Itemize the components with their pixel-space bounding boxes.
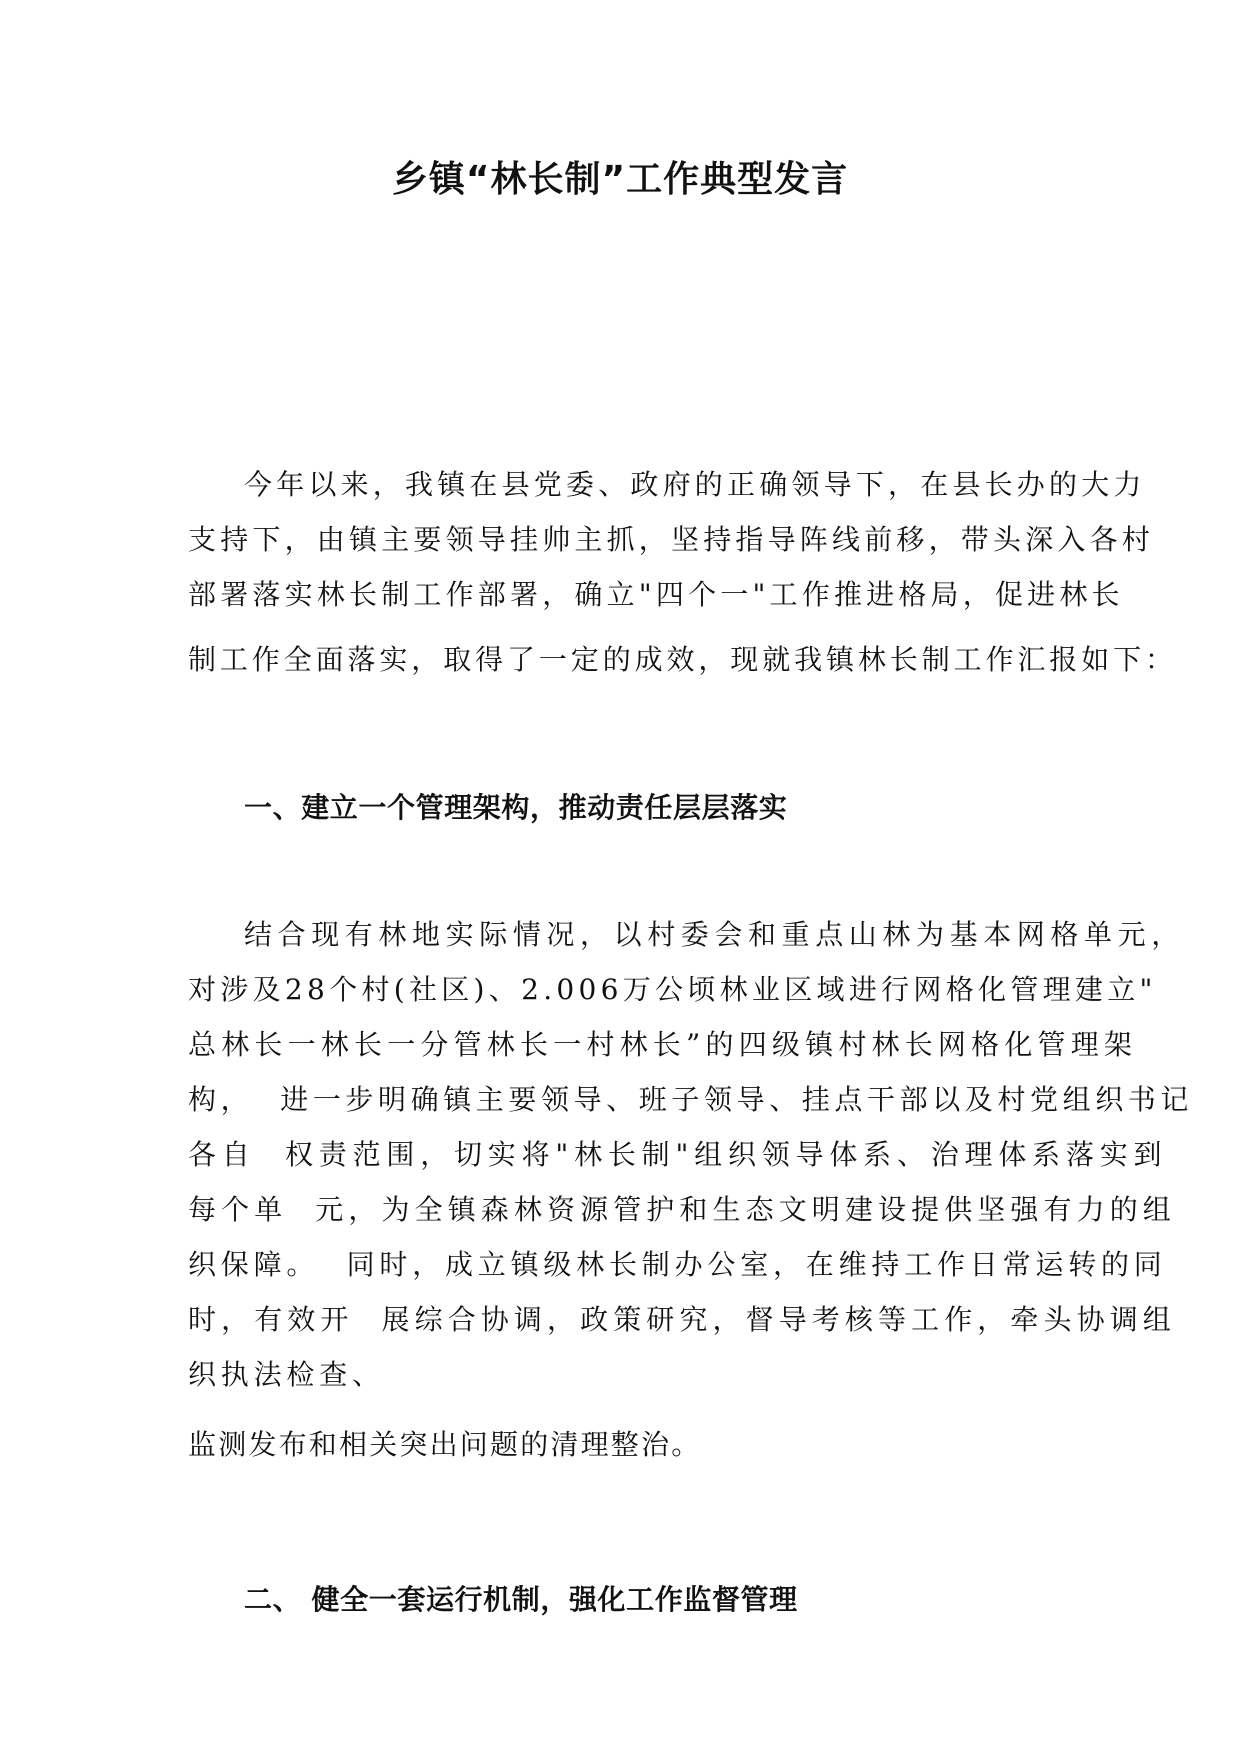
section2-heading: 二、 健全一套运行机制，强化工作监督管理 bbox=[244, 1583, 798, 1616]
section1-line-10: 监测发布和相关突出问题的清理整治。 bbox=[188, 1428, 702, 1461]
section1-line-7: 织保障。 同时，成立镇级林长制办公室，在维持工作日常运转的同 bbox=[188, 1248, 1167, 1281]
intro-line-1: 今年以来，我镇在县党委、政府的正确领导下，在县长办的大力 bbox=[244, 468, 1146, 501]
intro-line-3: 部署落实林长制工作部署，确立"四个一"工作推进格局，促进林长 bbox=[188, 578, 1124, 611]
section1-line-3: 总林长一林长一分管林长一村林长”的四级镇村林长网格化管理架 bbox=[188, 1028, 1138, 1061]
section1-line-4: 构， 进一步明确镇主要领导、班子领导、挂点干部以及村党组织书记 bbox=[188, 1083, 1194, 1116]
intro-line-4: 制工作全面落实，取得了一定的成效，现就我镇林长制工作汇报如下： bbox=[188, 643, 1177, 676]
intro-line-2: 支持下，由镇主要领导挂帅主抓，坚持指导阵线前移，带头深入各村 bbox=[188, 523, 1155, 556]
document-title: 乡镇“林长制”工作典型发言 bbox=[391, 159, 849, 200]
section1-heading: 一、建立一个管理架构，推动责任层层落实 bbox=[244, 791, 788, 824]
section1-line-9: 织执法检查、 bbox=[188, 1358, 385, 1391]
section1-line-5: 各自 权责范围，切实将"林长制"组织领导体系、治理体系落实到 bbox=[188, 1138, 1168, 1171]
section1-line-1: 结合现有林地实际情况，以村委会和重点山林为基本网格单元， bbox=[244, 918, 1185, 951]
section1-line-8: 时，有效开 展综合协调，政策研究，督导考核等工作，牵头协调组 bbox=[188, 1303, 1176, 1336]
section1-line-2: 对涉及28个村(社区)、2.006万公顷林业区域进行网格化管理建立" bbox=[188, 973, 1157, 1006]
section1-line-6: 每个单 元，为全镇森林资源管护和生态文明建设提供坚强有力的组 bbox=[188, 1193, 1176, 1226]
